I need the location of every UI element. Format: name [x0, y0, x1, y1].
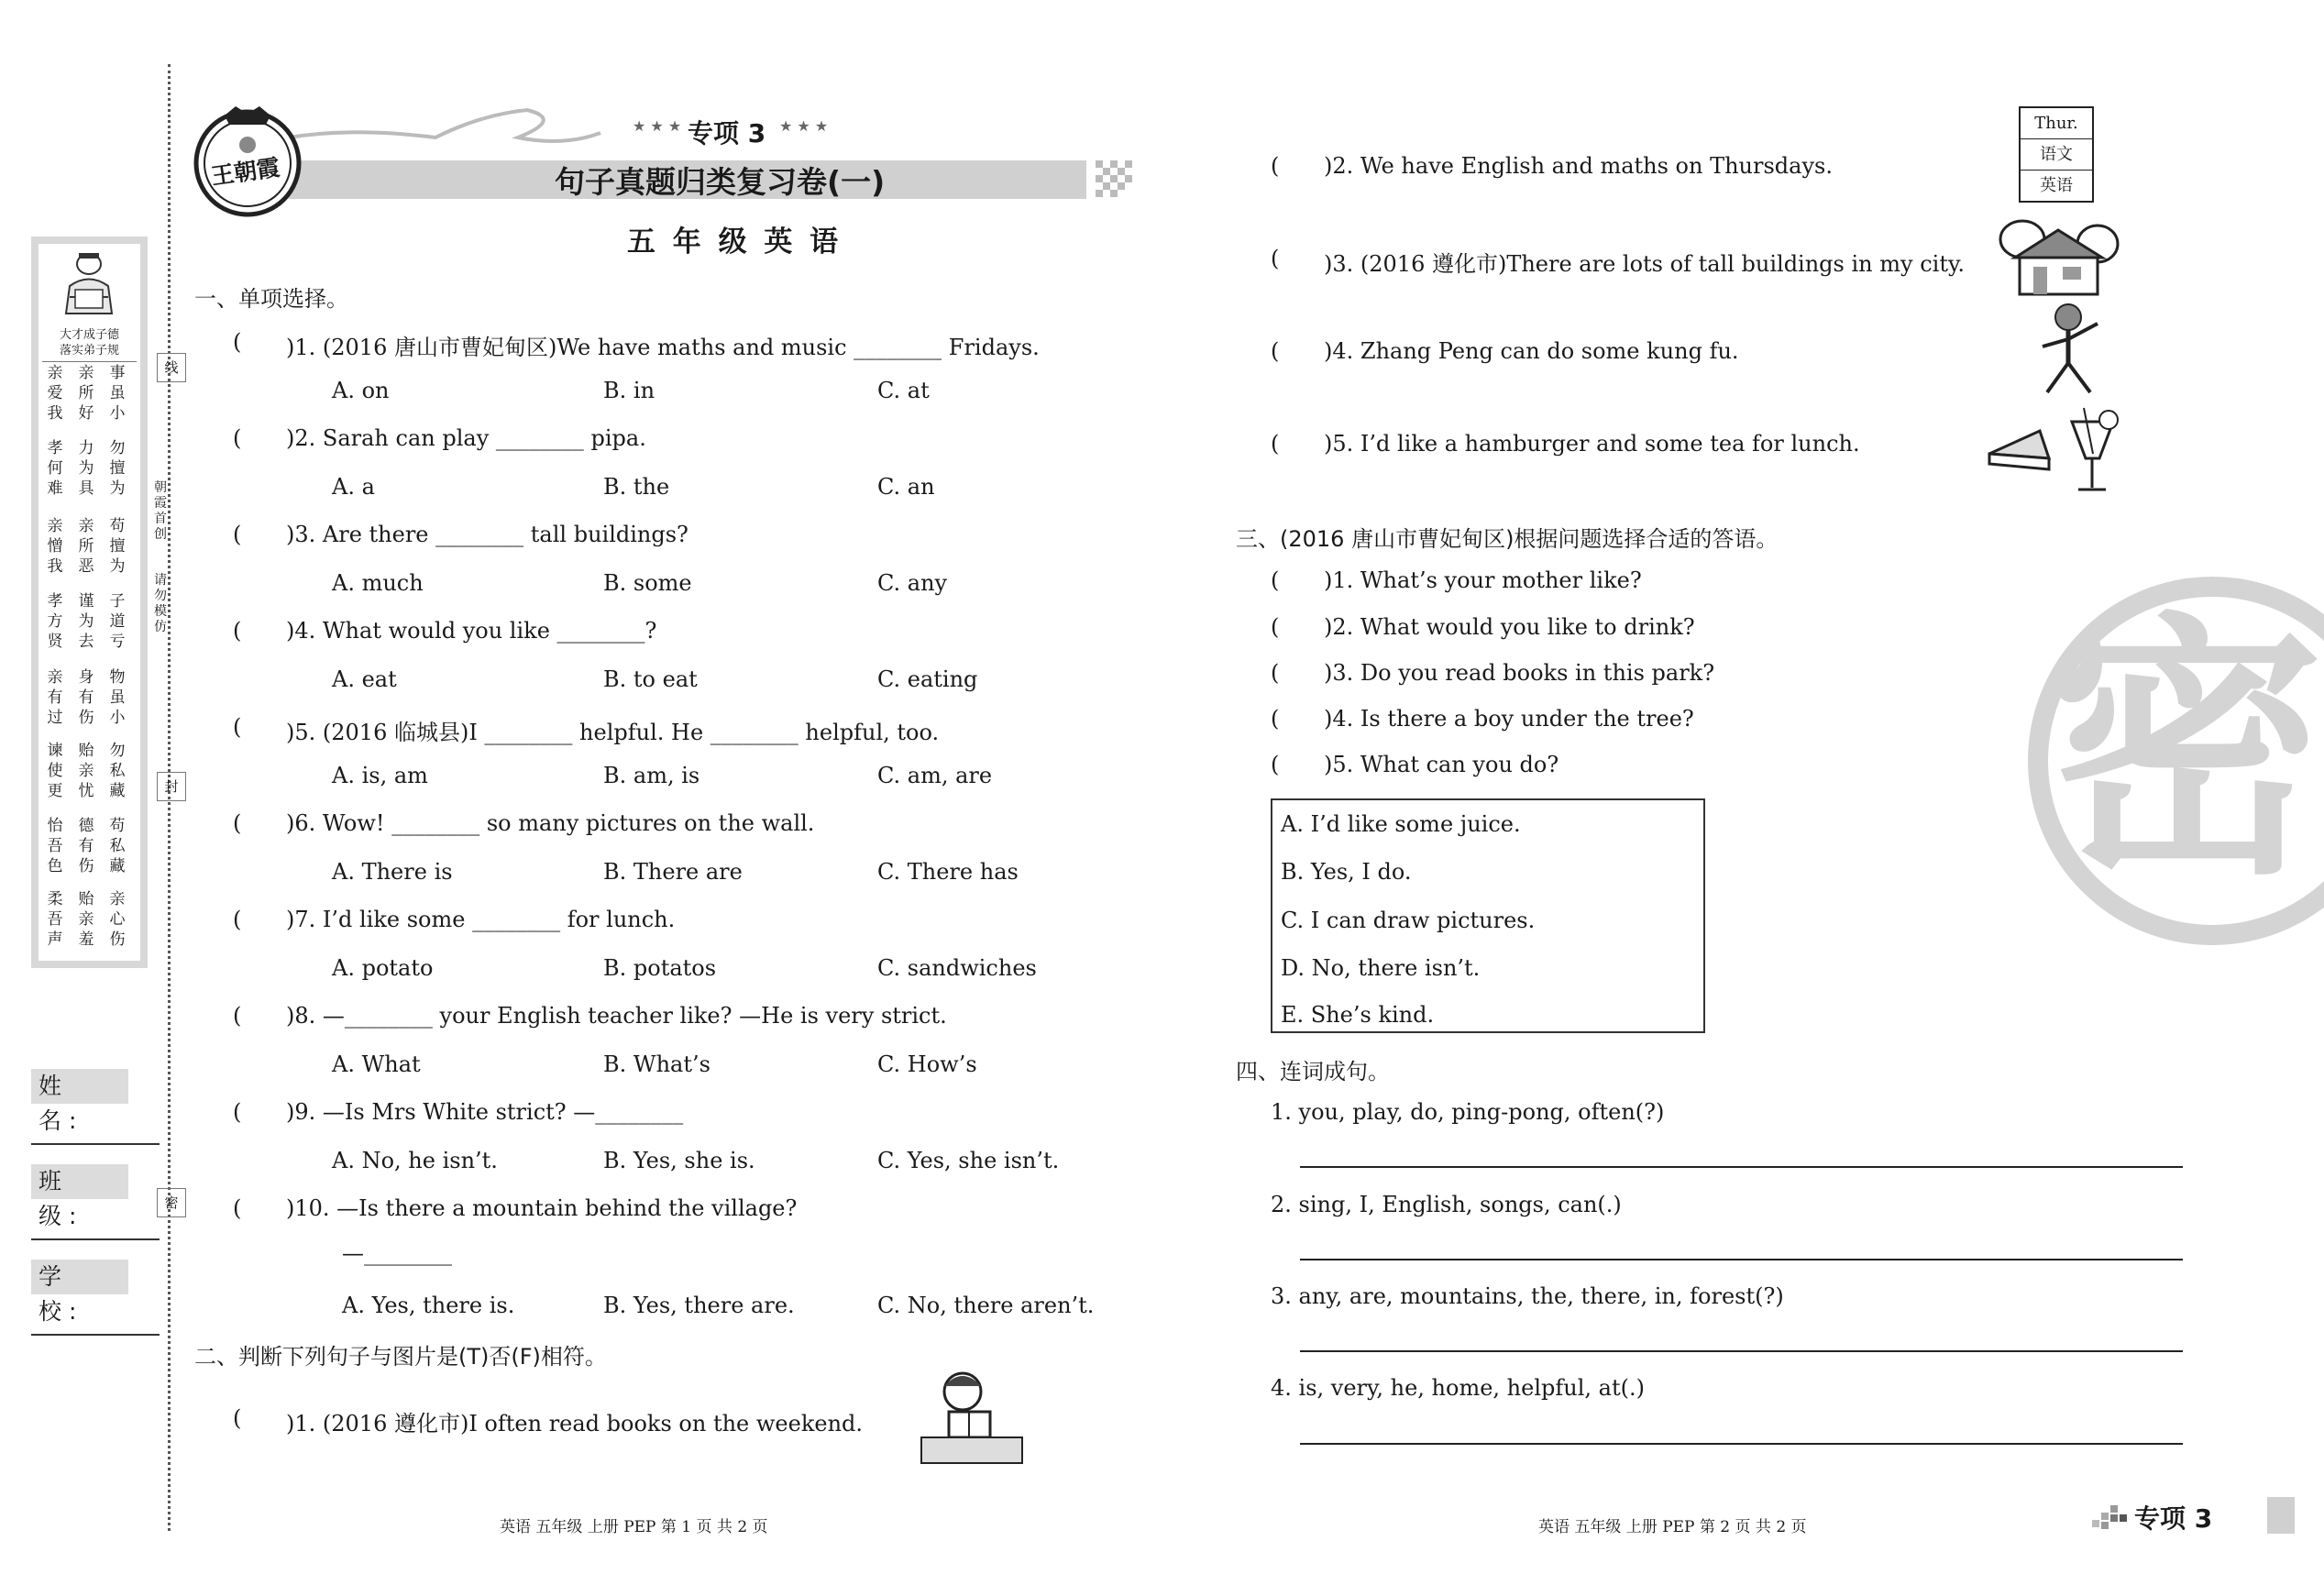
section1-heading: 一、单项选择。	[194, 286, 348, 312]
match-paren: (	[1271, 567, 1280, 593]
footer-right: 英语 五年级 上册 PEP 第 2 页 共 2 页	[1538, 1518, 1807, 1536]
sidebar-verse-panel	[31, 237, 148, 968]
match-question-text: )1. What’s your mother like?	[1324, 567, 1642, 593]
question-paren: (	[233, 1003, 242, 1029]
footer-corner-label: 专项 3	[2134, 1503, 2213, 1534]
verse-column: 力为具	[78, 439, 94, 498]
verse-column: 谏使更	[47, 742, 63, 800]
answer-line-1[interactable]	[1300, 1166, 2183, 1168]
option-c[interactable]: C. any	[877, 570, 948, 596]
seal-line-marker: 线	[157, 353, 186, 382]
question-text: )4. What would you like ________?	[286, 618, 657, 644]
answer-line-4[interactable]	[1300, 1443, 2183, 1445]
option-a[interactable]: A. No, he isn’t.	[332, 1148, 498, 1173]
verse-column: 亲憎我	[47, 517, 63, 576]
name-field[interactable]	[31, 1143, 160, 1145]
verse-column: 亲心伤	[109, 890, 126, 949]
class-label: 班 级:	[31, 1164, 128, 1199]
question-paren: (	[233, 1099, 242, 1125]
answer-option-b: B. Yes, I do.	[1281, 859, 1412, 885]
verse-column: 身有伤	[78, 668, 94, 727]
question-text: )10. —Is there a mountain behind the village?	[286, 1195, 798, 1221]
verse-column: 谨为去	[78, 592, 94, 651]
q10-answer-line: —________	[342, 1240, 452, 1266]
match-paren: (	[1271, 660, 1280, 686]
verse-column: 事虽小	[109, 364, 126, 423]
question-text: )5. (2016 临城县)I ________ helpful. He ________ helpful, too.	[286, 720, 940, 745]
option-c[interactable]: C. eating	[877, 666, 978, 692]
tf-item-text: )1. (2016 遵化市)I often read books on the weekend.	[286, 1411, 864, 1436]
watermark-char: 密	[2049, 591, 2324, 911]
verse-column: 孝何难	[47, 439, 63, 498]
answer-line-3[interactable]	[1300, 1350, 2183, 1352]
option-b[interactable]: B. the	[603, 474, 670, 500]
motto-line1: 大才成子德	[59, 328, 119, 342]
match-question-text: )5. What can you do?	[1324, 752, 1559, 777]
tf-item-text: )4. Zhang Peng can do some kung fu.	[1324, 338, 1739, 364]
school-label: 学 校:	[31, 1260, 128, 1294]
question-text: )7. I’d like some ________ for lunch.	[286, 907, 676, 932]
kung-fu-boy-icon	[2033, 301, 2107, 402]
page-subtitle: 五 年 级 英 语	[627, 226, 843, 259]
question-text: )6. Wow! ________ so many pictures on the wall.	[286, 810, 815, 836]
sentence-item-2: 2. sing, I, English, songs, can(.)	[1271, 1192, 1622, 1217]
schedule-day: Thur.	[2021, 108, 2092, 139]
corner-tab	[2267, 1497, 2295, 1534]
question-text: )3. Are there ________ tall buildings?	[286, 522, 688, 547]
tf-paren: (	[1271, 153, 1280, 179]
section3-heading: 三、(2016 唐山市曹妃甸区)根据问题选择合适的答语。	[1236, 526, 1779, 552]
answer-line-2[interactable]	[1300, 1259, 2183, 1260]
corner-squares-icon	[2092, 1503, 2129, 1531]
option-b[interactable]: B. There are	[603, 859, 743, 885]
verse-column: 贻亲忧	[78, 742, 94, 800]
tf-paren: (	[1271, 246, 1280, 271]
verse-column: 亲所好	[78, 364, 94, 423]
verse-column: 柔吾声	[47, 890, 63, 949]
option-c[interactable]: C. No, there aren’t.	[877, 1293, 1095, 1318]
tf-item-text: )5. I’d like a hamburger and some tea for lunch.	[1324, 431, 1860, 457]
topic-label: 专项 3	[688, 118, 766, 149]
option-b[interactable]: B. am, is	[603, 763, 700, 788]
match-paren: (	[1271, 706, 1280, 732]
answer-option-e: E. She’s kind.	[1281, 1002, 1435, 1028]
tf-item-text: )2. We have English and maths on Thursdays.	[1324, 153, 1833, 179]
verse-column: 苟私藏	[109, 817, 126, 875]
question-text: )8. —________ your English teacher like? —He is very strict.	[286, 1003, 947, 1029]
answer-option-a: A. I’d like some juice.	[1281, 811, 1521, 837]
match-question-text: )4. Is there a boy under the tree?	[1324, 706, 1694, 732]
answer-option-c: C. I can draw pictures.	[1281, 908, 1536, 933]
verse-column: 贻亲羞	[78, 890, 94, 949]
sentence-item-4: 4. is, very, he, home, helpful, at(.)	[1271, 1375, 1645, 1401]
verse-column: 怡吾色	[47, 817, 63, 875]
question-paren: (	[233, 714, 242, 740]
option-a[interactable]: A. on	[332, 378, 390, 403]
scholar-figure-icon	[57, 249, 121, 318]
schedule-subject1: 语文	[2021, 139, 2092, 171]
option-b[interactable]: B. What’s	[603, 1051, 710, 1077]
option-b[interactable]: B. to eat	[603, 666, 698, 692]
house-with-trees-icon	[1997, 216, 2120, 299]
match-paren: (	[1271, 752, 1280, 777]
option-c[interactable]: C. How’s	[877, 1051, 977, 1077]
section2-heading: 二、判断下列句子与图片是(T)否(F)相符。	[194, 1344, 607, 1370]
question-text: )1. (2016 唐山市曹妃甸区)We have maths and music ________ Fridays.	[286, 335, 1040, 360]
name-label: 姓 名:	[31, 1069, 128, 1104]
question-paren: (	[233, 810, 242, 836]
question-text: )2. Sarah can play ________ pipa.	[286, 425, 646, 451]
question-paren: (	[233, 425, 242, 451]
header-stars-left: ★ ★ ★	[633, 117, 682, 135]
verse-column: 亲有过	[47, 668, 63, 727]
vertical-note-original: 朝霞首创	[154, 480, 167, 542]
verse-column: 亲所恶	[78, 517, 94, 576]
option-b[interactable]: B. some	[603, 570, 692, 596]
tf-paren: (	[1271, 338, 1280, 364]
section3-answer-box	[1271, 798, 1705, 1033]
option-b[interactable]: B. potatos	[603, 955, 717, 981]
question-text: )9. —Is Mrs White strict? —________	[286, 1099, 684, 1125]
option-a[interactable]: A. eat	[332, 666, 397, 692]
option-c[interactable]: C. There has	[877, 859, 1019, 885]
match-question-text: )3. Do you read books in this park?	[1324, 660, 1715, 686]
option-a[interactable]: A. There is	[332, 859, 453, 885]
class-field[interactable]	[31, 1238, 160, 1240]
verse-column: 德有伤	[78, 817, 94, 875]
verse-column: 苟擅为	[109, 517, 126, 576]
sandwich-and-juice-icon	[1985, 403, 2122, 500]
match-question-text: )2. What would you like to drink?	[1324, 614, 1695, 640]
answer-option-d: D. No, there isn’t.	[1281, 955, 1481, 981]
option-c[interactable]: C. am, are	[877, 763, 993, 788]
header-stars-right: ★ ★ ★	[779, 117, 829, 135]
option-a[interactable]: A. Yes, there is.	[342, 1293, 515, 1318]
verse-column: 勿擅为	[109, 439, 126, 498]
seal-secret-marker: 密	[157, 1188, 186, 1217]
option-c[interactable]: C. an	[877, 474, 935, 500]
question-paren: (	[233, 618, 242, 644]
option-a[interactable]: A. a	[332, 474, 375, 500]
verse-column: 亲爱我	[47, 364, 63, 423]
option-c[interactable]: C. Yes, she isn’t.	[877, 1148, 1060, 1173]
vertical-note-no-copy: 请勿模仿	[154, 573, 167, 634]
tf-item-text: )3. (2016 遵化市)There are lots of tall buildings in my city.	[1324, 251, 1965, 277]
question-paren: (	[233, 907, 242, 932]
verse-column: 勿私藏	[109, 742, 126, 800]
sentence-item-1: 1. you, play, do, ping-pong, often(?)	[1271, 1099, 1665, 1125]
page-title: 句子真题归类复习卷(一)	[555, 164, 886, 200]
schedule-subject2: 英语	[2040, 176, 2073, 195]
option-a[interactable]: A. is, am	[332, 763, 428, 788]
option-b[interactable]: B. in	[603, 378, 655, 403]
section4-heading: 四、连词成句。	[1236, 1059, 1390, 1084]
school-field[interactable]	[31, 1334, 160, 1336]
verse-column: 孝方贤	[47, 592, 63, 651]
question-paren: (	[233, 329, 242, 355]
tf-paren: (	[233, 1405, 242, 1431]
option-c[interactable]: C. sandwiches	[877, 955, 1037, 981]
seal-seal-marker: 封	[157, 772, 186, 801]
boy-reading-icon	[917, 1366, 1027, 1467]
option-c[interactable]: C. at	[877, 378, 930, 403]
brand-logo-text: 王朝霞	[209, 153, 281, 191]
verse-column: 物虽小	[109, 668, 126, 727]
question-paren: (	[233, 522, 242, 547]
tf-paren: (	[1271, 431, 1280, 457]
sentence-item-3: 3. any, are, mountains, the, there, in, forest(?)	[1271, 1283, 1784, 1309]
option-b[interactable]: B. Yes, there are.	[603, 1293, 795, 1318]
schedule-card	[2019, 106, 2094, 203]
verse-column: 子道亏	[109, 592, 126, 651]
motto-divider	[42, 361, 137, 362]
option-a[interactable]: A. potato	[332, 955, 434, 981]
option-a[interactable]: A. much	[332, 570, 424, 596]
question-paren: (	[233, 1195, 242, 1221]
option-b[interactable]: B. Yes, she is.	[603, 1148, 755, 1173]
motto-line2: 落实弟子规	[59, 344, 119, 358]
match-paren: (	[1271, 614, 1280, 640]
footer-left: 英语 五年级 上册 PEP 第 1 页 共 2 页	[500, 1518, 768, 1536]
option-a[interactable]: A. What	[332, 1051, 421, 1077]
